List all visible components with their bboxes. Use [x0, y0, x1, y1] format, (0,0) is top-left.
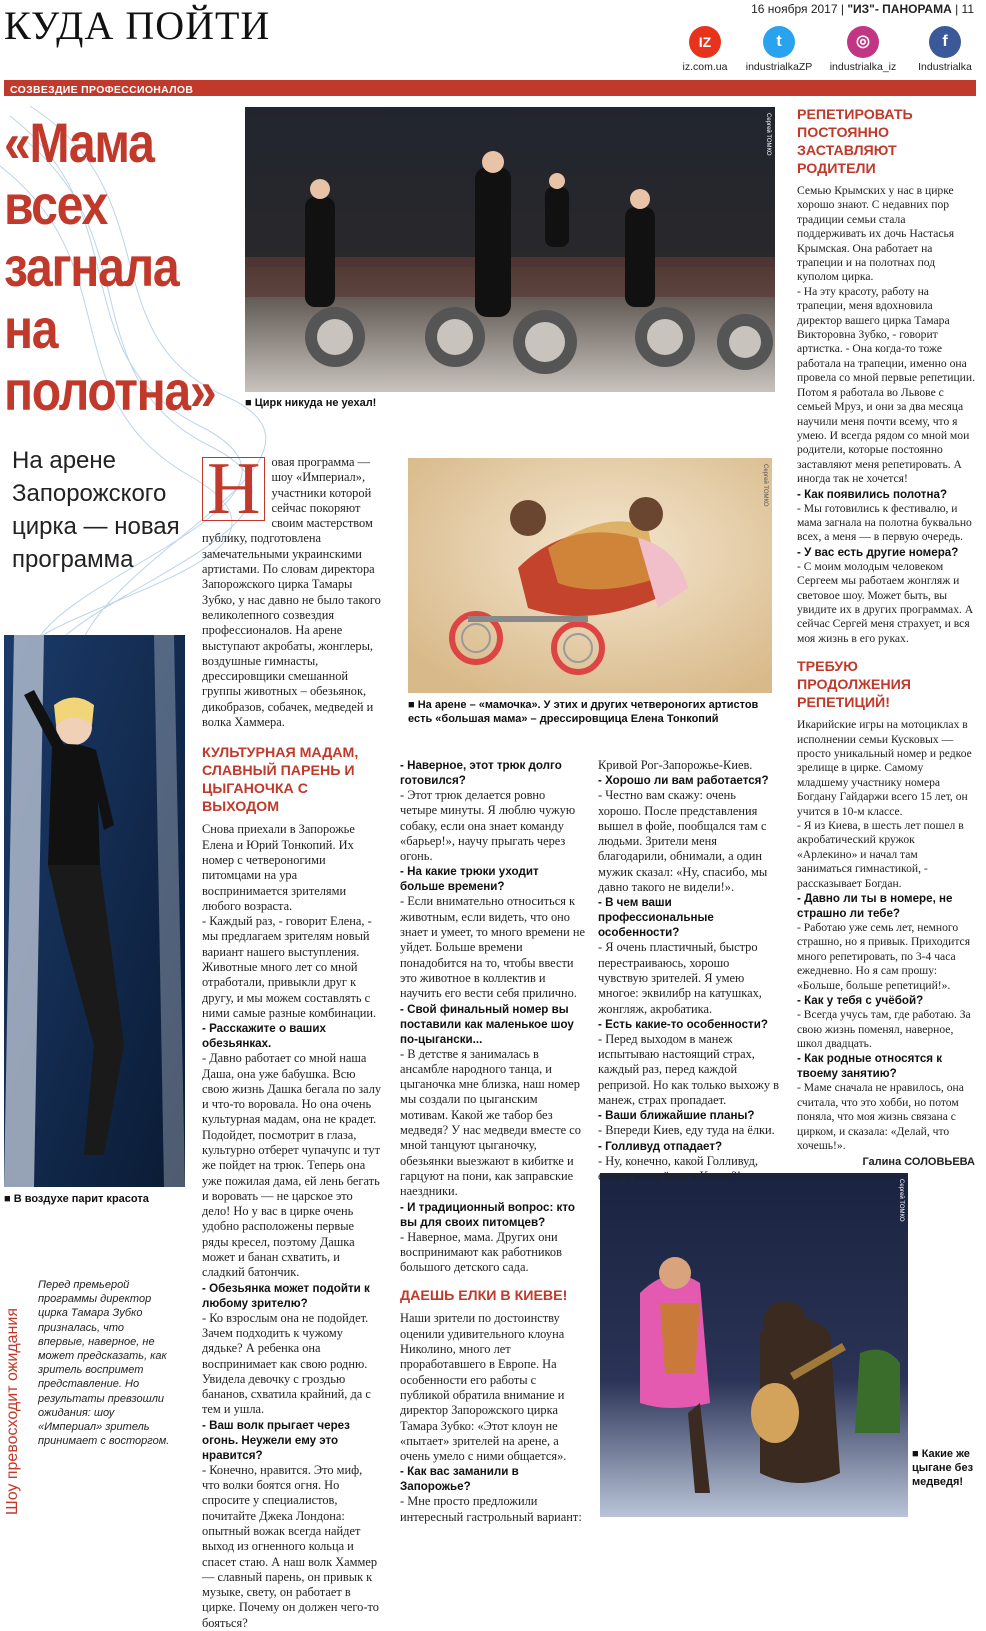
date-line: 16 ноября 2017 | "ИЗ"- ПАНОРАМА | 11 [751, 2, 974, 16]
photo-credit: Сергей ТОМКО [762, 464, 768, 507]
caption-monkeys: ■ На арене – «мамочка». У этих и других четвероногих артистов есть «большая мама» – дрессировщица Елена Тонкопий [408, 698, 772, 726]
intro-paragraph: Н овая программа — шоу «Империал», участники которой сейчас покоряют своим мастерством публику, подготовлена замечательными украинскими артистами. По словам директора Запорожского цирка Тамары Зубко, у нас давно не было такого великолепного созвездия профессионалов. На арене выступают акробаты, жонглеры, воздушные гимнасты, дрессировщики смешанной группы животных – обезьянок, дикобразов, собачек, медведей и волка Хаммера. [202, 448, 381, 730]
instagram-icon: ◎ [847, 26, 879, 58]
question: - Наверное, этот трюк долго готовился? [400, 759, 562, 787]
answer: - Всегда учусь там, где работаю. За свою жизнь поменял, наверное, школ двадцать. [797, 1008, 971, 1050]
sidebar-vertical-title [0, 1250, 30, 1515]
answer: - Наверное, мама. Других они воспринимают как работников большого детского сада. [400, 1229, 562, 1275]
paragraph: Семью Крымских у нас в цирке хорошо знают. С недавних пор традиции семьи стала поддерживать их дочь Настасья Крымская. Она работает на трапеции и на полотнах под куполом цирка. [797, 184, 955, 284]
page-number: 11 [961, 2, 974, 16]
question: - Ваш волк прыгает через огонь. Неужели ему это нравится? [202, 1418, 350, 1462]
rubric-bar [4, 80, 976, 96]
question: - В чем ваши профессиональные особенности? [598, 896, 714, 940]
photo-credit: Сергей ТОМКО [765, 113, 771, 156]
question: - Свой финальный номер вы поставили как маленькое шоу по-цыгански... [400, 1002, 574, 1046]
answer: - Ко взрослым она не подойдет. Зачем подходить к чужому дядьке? А ребенка она воспринимает как свою родню. Увидела девочку с гроздью бананов, схватила крайний, да с тем и ушла. [202, 1310, 371, 1417]
question: - Давно ли ты в номере, не страшно ли тебе? [797, 892, 953, 921]
question: - Как у тебя с учёбой? [797, 994, 924, 1008]
answer: - Мы готовились к фестивалю, и мама загнала на полотна буквально всех, а меня — в первую очередь. [797, 501, 972, 544]
section-title: КУДА ПОЙТИ [4, 3, 271, 48]
caption-aerial: ■ В воздухе парит красота [4, 1192, 185, 1206]
article-column-2 [400, 758, 585, 1525]
photo-credit: Сергей ТОМКО [898, 1179, 904, 1222]
article-column-3 [598, 758, 780, 1184]
question: - Хорошо ли вам работается? [598, 774, 769, 788]
rubric-label: СОЗВЕЗДИЕ ПРОФЕССИОНАЛОВ [10, 84, 194, 96]
subheading: ДАЕШЬ ЕЛКИ В КИЕВЕ! [400, 1288, 568, 1305]
subheadline: На арене Запорожского цирка — новая программа [12, 447, 180, 573]
answer: - Давно работает со мной наша Даша, она уже бабушка. Всю свою жизнь Дашка бегала по залу и что-то воровала. Но она очень культурная мадам, она не крадет. Подойдет, посмотрит в глаза, культурно отберет чупачупс и тут же пойдет на трюк. Теперь она уже пожилая дама, ей лень бегать и воровать — не царское это дело! Но у вас в цирке очень удобно расположены первые ряды кресел, поэтому Дашка может и банан схватить, и сладкий батончик. [202, 1051, 382, 1280]
paragraph: Икарийские игры на мотоциклах в исполнении семьи Кусковых — просто уникальный номер и редкое зрелище в цирке. Самому младшему участнику номера Богдану Гайдаржи всего 15 лет, он учится в 10-м классе. [797, 718, 972, 818]
photo-aerial [4, 635, 185, 1187]
subheading: ТРЕБУЮ ПРОДОЛЖЕНИЯ РЕПЕТИЦИЙ! [797, 659, 911, 712]
question: - Обезьянка может подойти к любому зрителю? [202, 1281, 370, 1310]
drop-cap: Н [202, 457, 265, 521]
answer: - Маме сначала не нравилось, она считала, что это хобби, но потом поняла, что моя жизнь связана с цирком, и сказала: «Делай, что хочешь!». [797, 1081, 964, 1152]
social-facebook[interactable] [904, 26, 986, 73]
photo-monkeys [408, 458, 772, 693]
question: - У вас есть другие номера? [797, 545, 959, 559]
answer: - В детстве я занималась в ансамбле народного танца, и цыганочка мне близка, наш номер мы создали по цыганским мотивам. Какой же табор без медведя? У нас медведи вместе со мной танцуют цыганочку, обезьянки выезжают в кибитке и гарцуют на пони, как заправские наездники. [400, 1046, 581, 1199]
twitter-icon: t [763, 26, 795, 58]
photo-motorcycles [245, 107, 775, 392]
caption-motorcycles: ■ Цирк никуда не уехал! [245, 396, 775, 410]
paragraph: Кривой Рог-Запорожье-Киев. [598, 758, 753, 772]
subheading: КУЛЬТУРНАЯ МАДАМ, СЛАВНЫЙ ПАРЕНЬ И ЦЫГАНОЧКА С ВЫХОДОМ [202, 745, 359, 816]
question: - Как вас заманили в Запорожье? [400, 1465, 519, 1494]
social-iz[interactable] [664, 26, 746, 73]
author-byline: Галина СОЛОВЬЕВА [862, 1156, 975, 1169]
issue-date: 16 ноября 2017 [751, 2, 838, 16]
article-column-4 [797, 106, 975, 1170]
article-column-1 [202, 448, 382, 1631]
answer: - Работаю уже семь лет, немного страшно, но я привык. Приходится много репетировать, по 3-4 часа ежедневно. Но я сам прошу: «Больше, больше репетиций!». [797, 921, 971, 992]
answer: - Ну, конечно, какой Голливуд, если у меня ёлки в Киеве?! [598, 1153, 758, 1183]
question: - Голливуд отпадает? [598, 1139, 723, 1153]
social-twitter[interactable] [738, 26, 820, 73]
social-label: industrialkaZP [745, 61, 813, 73]
photo-bear [600, 1173, 908, 1517]
paragraph: - Каждый раз, - говорит Елена, - мы предлагаем зрителям новый вариант нашего выступления. Животные много лет со мной отработали, привыкли друг к другу, и мы можем составлять с ними самые разные комбинации. [202, 914, 377, 1020]
headline: «Мама всех загнала на полотна» [4, 111, 216, 422]
answer: - Мне просто предложили интересный гастрольный вариант: [400, 1494, 582, 1524]
answer: - Перед выходом в манеж испытываю настоящий страх, каждый раз, перед каждой репризой. Но как только выхожу в манеж, страх пропадает. [598, 1031, 779, 1108]
question: - Есть какие-то особенности? [598, 1017, 768, 1031]
answer: - Если внимательно относиться к животным, если видеть, что оно знает и умеет, то много времени не уйдет. Больше времени понадобится на то, чтобы ввести это животное в коллектив и научить его вести себя прилично. [400, 894, 585, 1001]
facebook-icon: f [929, 26, 961, 58]
caption-bear: ■ Какие же цыгане без медведя! [912, 1447, 978, 1489]
social-label: iz.com.ua [682, 61, 728, 73]
social-instagram[interactable] [822, 26, 904, 73]
sidebar-text: Перед премьерой программы директор цирка Тамара Зубко призналась, что впервые, наверное, не может предсказать, как зритель воспримет представление. Но результаты превзошли ожидания: шоу «Империал» зритель принимает с восторгом. [38, 1279, 170, 1448]
question: - И традиционный вопрос: кто вы для своих питомцев? [400, 1200, 575, 1229]
paragraph: - На эту красоту, работу на трапеции, меня вдохновила директор вашего цирка Тамара Викторовна Зубко, - говорит артистка. - Она когда-то тоже работала на трапеции, именно она провела со мной первые репетиции. Потом я работала во Львове с семьей Мруз, и они за два месяца научили меня почти всему, что я умею. И всегда рядом со мной мои родители, которые постоянно заставляют меня репетировать. А иногда так не хочется! [797, 284, 975, 486]
social-label: industrialka_iz [829, 61, 897, 73]
answer: - Конечно, нравится. Это миф, что волки боятся огня. Но спросите у специалистов, почитайте Джека Лондона: опытный вожак всегда найдет выход из огненного кольца и спасет стаю. А наш волк Хаммер — славный парень, он привык к музыке, свету, он работает в цирке. Почему он должен чего-то бояться? [202, 1462, 379, 1630]
question: - Как родные относятся к твоему занятию? [797, 1052, 943, 1081]
answer: - С моим молодым человеком Сергеем мы работаем жонгляж и световое шоу. Может быть, вы увидите их в других программах. А сейчас Сергей меня страхует, и вся моя жизнь в его руках. [797, 559, 974, 645]
question: - Расскажите о ваших обезьянках. [202, 1022, 326, 1051]
paragraph: Снова приехали в Запорожье Елена и Юрий Тонкопий. Их номер с четвероногими питомцами на ура воспринимается зрителями любого возраста. [202, 822, 355, 913]
paper-name: "ИЗ"- ПАНОРАМА [847, 2, 952, 16]
answer: - Впереди Киев, еду туда на ёлки. [598, 1123, 775, 1138]
sidebar-vertical-text: Шоу превосходит ожидания [4, 1308, 21, 1515]
answer: - Этот трюк делается ровно четыре минуты. Я люблю чужую собаку, если она знает команду «барьер!», научу прыгать через огонь. [400, 788, 576, 864]
answer: - Я очень пластичный, быстро перестраиваюсь, хорошо чувствую зрителей. Я умею многое: эквилибр на катушках, жонгляж, акробатика. [598, 940, 762, 1016]
question: - На какие трюки уходит больше времени? [400, 865, 539, 894]
paragraph: Наши зрители по достоинству оценили удивительного клоуна Николино, много лет проработавшего в Европе. На особенности его работы с публикой обратила внимание и директор Запорожского цирка Тамара Зубко: «Этот клоун не «пытает» зрителей на арене, а очень умело с ними общается». [400, 1311, 567, 1464]
question: - Как появились полотна? [797, 487, 948, 501]
paragraph: - Я из Киева, в шесть лет пошел в акробатический кружок «Арлекино» и начал там заниматься гимнастикой, - рассказывает Богдан. [797, 819, 964, 890]
answer: - Честно вам скажу: очень хорошо. После представления вышел в фойе, пообщался там с людьми. Зрители меня благодарили, обнимали, а один мужик сказал: «Ну, спасибо, мы давно такого не видели!». [598, 788, 768, 895]
subheading: РЕПЕТИРОВАТЬ ПОСТОЯННО ЗАСТАВЛЯЮТ РОДИТЕЛИ [797, 107, 913, 177]
iz-logo-icon: IZ [689, 26, 721, 58]
social-label: Industrialka [918, 61, 972, 73]
question: - Ваши ближайшие планы? [598, 1109, 755, 1123]
